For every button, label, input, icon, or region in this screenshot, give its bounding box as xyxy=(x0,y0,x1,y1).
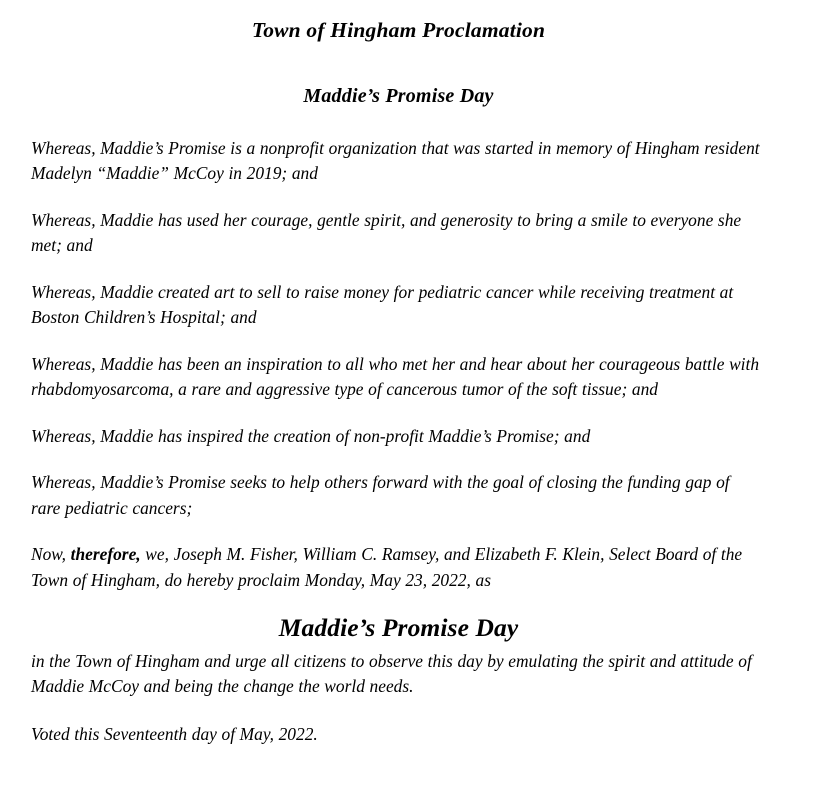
resolution-lead-in: Now, xyxy=(31,544,71,564)
resolution-remainder: we, Joseph M. Fisher, William C. Ramsey, and Elizabeth F. Klein, Select Board of the Town of Hingham, do hereby proclaim Monday, May 23, 2022, as xyxy=(31,544,743,590)
closing-paragraph: in the Town of Hingham and urge all citizens to observe this day by emulating the spirit and attitude of Maddie McCoy and being the change the world needs. xyxy=(31,650,752,696)
whereas-paragraph: Whereas, Maddie’s Promise is a nonprofit organization that was started in memory of Hingham resident Madelyn “Maddie” McCoy in 2019; and xyxy=(31,137,760,183)
page-subtitle: Maddie’s Promise Day xyxy=(303,84,494,107)
declaration-heading: Maddie’s Promise Day xyxy=(278,613,519,642)
whereas-paragraph: Whereas, Maddie has been an inspiration to all who met her and hear about her courageous battle with rhabdomyosarcoma, a rare and aggressive type of cancerous tumor of the soft tissue; and xyxy=(31,353,760,399)
closing-section xyxy=(31,643,776,748)
whereas-paragraph: Whereas, Maddie created art to sell to raise money for pediatric cancer while receiving treatment at Boston Children’s Hospital; and xyxy=(31,281,734,327)
whereas-paragraph: Whereas, Maddie has inspired the creation of non-profit Maddie’s Promise; and xyxy=(31,425,591,446)
page-title: Town of Hingham Proclamation xyxy=(251,18,546,42)
whereas-paragraph: Whereas, Maddie has used her courage, gentle spirit, and generosity to bring a smile to everyone she met; and xyxy=(31,209,742,255)
resolution-emphasis: therefore, xyxy=(70,544,141,564)
whereas-paragraph: Whereas, Maddie’s Promise seeks to help others forward with the goal of closing the funding gap of rare pediatric cancers; xyxy=(31,472,730,518)
resolution-paragraph xyxy=(31,542,761,593)
vote-record: Voted this Seventeenth day of May, 2022. xyxy=(31,723,318,744)
whereas-section xyxy=(31,106,776,594)
